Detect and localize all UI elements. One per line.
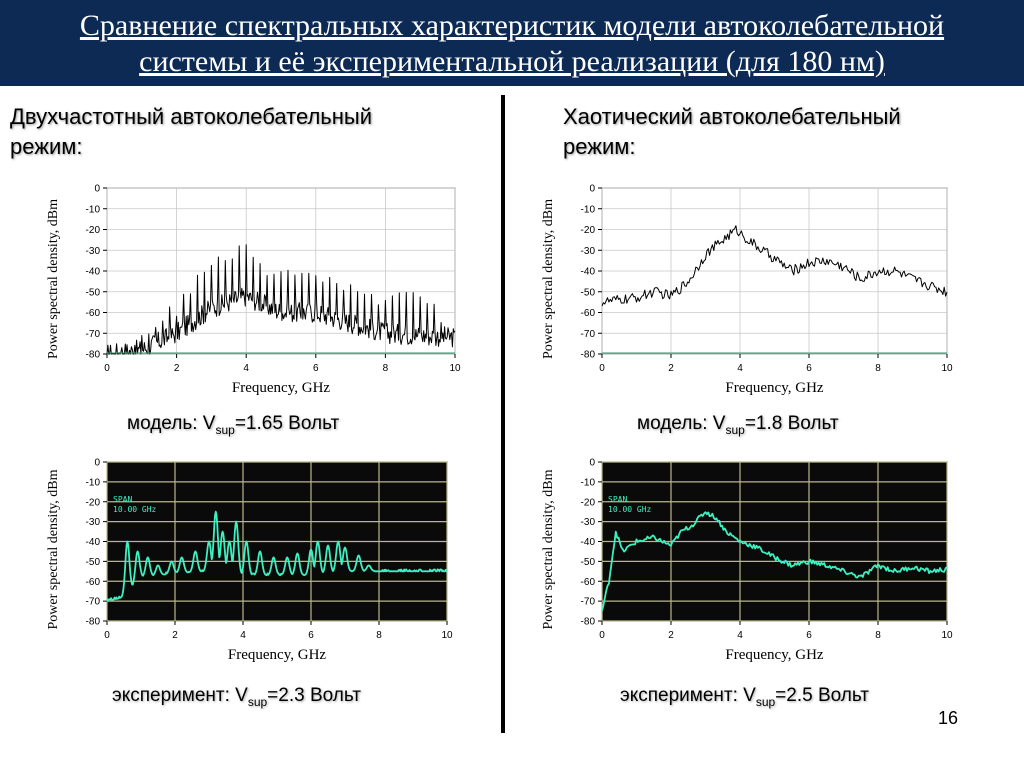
right-model-caption: модель: $V_{sup}=1.8$ Вольт (637, 413, 839, 437)
y-axis-label: Power spectral density, dBm (46, 198, 61, 360)
y-tick-label: -50 (580, 556, 595, 568)
chart-model-two-frequency (40, 177, 465, 402)
y-tick-label: -30 (85, 245, 100, 257)
x-tick-label: 8 (382, 363, 389, 374)
y-tick-label: -10 (580, 477, 595, 489)
right-mode-heading-line-2: режим: (563, 134, 636, 159)
y-tick-label: -40 (85, 266, 100, 278)
y-tick-label: 0 (589, 183, 595, 195)
y-tick-label: -50 (580, 287, 595, 299)
x-tick-label: 4 (240, 630, 246, 641)
y-tick-label: -80 (580, 349, 595, 361)
y-tick-label: -30 (85, 517, 100, 529)
chart-model-chaotic (535, 177, 960, 402)
y-tick-label: -60 (85, 576, 100, 588)
y-tick-label: -40 (580, 266, 595, 278)
y-tick-label: -70 (85, 328, 100, 340)
x-axis-label: Frequency, GHz (227, 647, 327, 663)
x-tick-label: 0 (104, 630, 110, 641)
y-tick-label: -10 (580, 204, 595, 216)
x-tick-label: 10 (449, 363, 461, 374)
x-axis-label: Frequency, GHz (725, 647, 824, 663)
title-line-1: Сравнение спектральных характеристик модели автоколебательной (79, 9, 945, 42)
title-bar (0, 0, 1024, 86)
chart-experiment-two-frequency (40, 451, 465, 673)
x-tick-label: 10 (441, 630, 453, 641)
y-tick-label: -20 (85, 497, 100, 509)
y-tick-label: -10 (85, 204, 100, 216)
chart-experiment-chaotic (535, 451, 960, 673)
x-tick-label: 2 (668, 363, 674, 374)
y-tick-label: -20 (85, 225, 100, 236)
y-tick-label: -20 (580, 497, 595, 509)
x-tick-label: 2 (173, 363, 180, 374)
y-axis-label: Power spectral density, dBm (541, 469, 556, 630)
y-tick-label: -80 (85, 349, 100, 361)
column-divider (501, 95, 505, 733)
left-mode-heading-line-1: Двухчастотный автоколебательный (10, 104, 373, 129)
x-tick-label: 0 (104, 363, 110, 374)
left-experiment-caption: эксперимент: $V_{sup}=2.3$ Вольт (112, 685, 361, 709)
y-tick-label: -70 (85, 596, 100, 608)
left-mode-heading-line-2: режим: (10, 134, 83, 159)
y-tick-label: 0 (589, 457, 595, 469)
y-tick-label: -30 (580, 517, 595, 529)
y-tick-label: -30 (580, 245, 595, 257)
x-tick-label: 6 (806, 363, 812, 374)
x-tick-label: 0 (599, 630, 605, 641)
scope-annotation: SPAN (608, 495, 628, 504)
x-tick-label: 8 (376, 630, 382, 641)
y-tick-label: -40 (580, 537, 595, 548)
x-tick-label: 0 (599, 363, 605, 374)
y-tick-label: 0 (94, 183, 100, 195)
y-tick-label: -40 (85, 537, 100, 548)
y-tick-label: -50 (85, 287, 100, 299)
scope-annotation: 10.00 GHz (608, 505, 652, 514)
x-tick-label: 6 (313, 363, 319, 374)
x-axis-label: Frequency, GHz (725, 380, 824, 396)
x-tick-label: 8 (875, 363, 881, 374)
x-tick-label: 10 (941, 630, 953, 641)
y-tick-label: -80 (85, 616, 100, 628)
title-line-2: системы и её экспериментальной реализации (для 180 нм) (139, 45, 885, 78)
y-axis-label: Power spectral density, dBm (46, 469, 61, 630)
x-tick-label: 8 (875, 630, 881, 641)
y-tick-label: -60 (580, 576, 595, 588)
x-tick-label: 6 (806, 630, 812, 641)
y-tick-label: 0 (94, 457, 100, 469)
x-tick-label: 2 (172, 630, 178, 641)
x-tick-label: 10 (941, 363, 953, 374)
scope-annotation: 10.00 GHz (113, 505, 157, 514)
page-number: 16 (938, 708, 959, 728)
right-mode-heading-line-1: Хаотический автоколебательный (563, 104, 901, 129)
y-tick-label: -10 (85, 477, 100, 489)
y-tick-label: -20 (580, 225, 595, 236)
y-tick-label: -50 (85, 556, 100, 568)
right-experiment-caption: эксперимент: $V_{sup}=2.5$ Вольт (620, 685, 869, 709)
left-model-caption: модель: $V_{sup}=1.65$ Вольт (127, 413, 340, 437)
y-tick-label: -70 (580, 328, 595, 340)
scope-annotation: SPAN (113, 495, 133, 504)
x-tick-label: 2 (668, 630, 674, 641)
y-axis-label: Power spectral density, dBm (541, 198, 556, 360)
x-tick-label: 4 (737, 630, 743, 641)
y-tick-label: -70 (580, 596, 595, 608)
y-tick-label: -80 (580, 616, 595, 628)
y-tick-label: -60 (580, 308, 595, 319)
x-tick-label: 4 (243, 363, 249, 374)
x-axis-label: Frequency, GHz (231, 380, 331, 396)
x-tick-label: 4 (737, 363, 743, 374)
x-tick-label: 6 (308, 630, 314, 641)
y-tick-label: -60 (85, 308, 100, 319)
